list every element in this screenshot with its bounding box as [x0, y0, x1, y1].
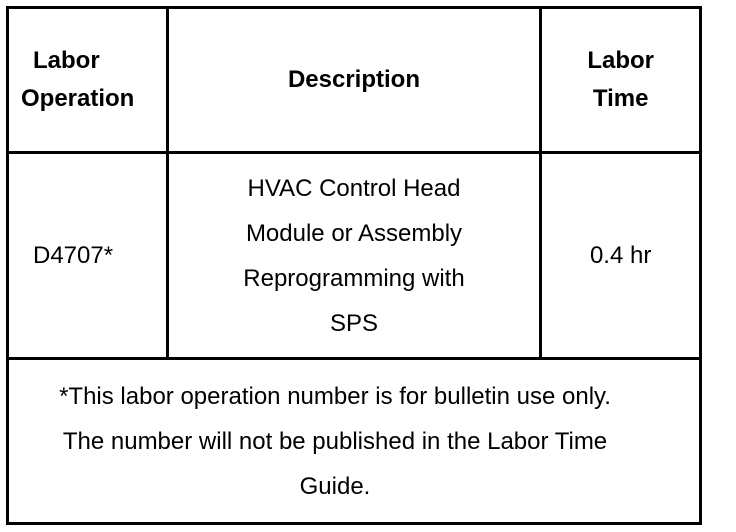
header-description: Description	[167, 8, 541, 153]
header-labor-time-line1: Labor	[587, 47, 654, 74]
cell-description	[167, 153, 541, 359]
header-labor-operation-line1: Labor	[33, 47, 100, 74]
table-header-row	[8, 8, 701, 153]
description-line: Reprogramming with	[243, 264, 465, 292]
cell-labor-operation: D4707*	[8, 153, 168, 359]
description-line: HVAC Control Head	[247, 174, 461, 202]
header-labor-time-line2: Time	[592, 85, 649, 112]
header-labor-time	[541, 8, 701, 153]
header-labor-operation	[8, 8, 168, 153]
description-line: Module or Assembly	[245, 219, 463, 247]
header-labor-operation-line2: Operation	[21, 85, 135, 112]
footnote-cell	[8, 359, 701, 524]
labor-operation-table	[6, 6, 702, 525]
table-row	[8, 153, 701, 359]
description-line: SPS	[329, 309, 378, 337]
footnote-text: *This labor operation number is for bulletin use only. The number will not be published in the Labor Time Guide.	[59, 382, 611, 500]
footnote-row	[8, 359, 701, 524]
cell-labor-time: 0.4 hr	[541, 153, 701, 359]
